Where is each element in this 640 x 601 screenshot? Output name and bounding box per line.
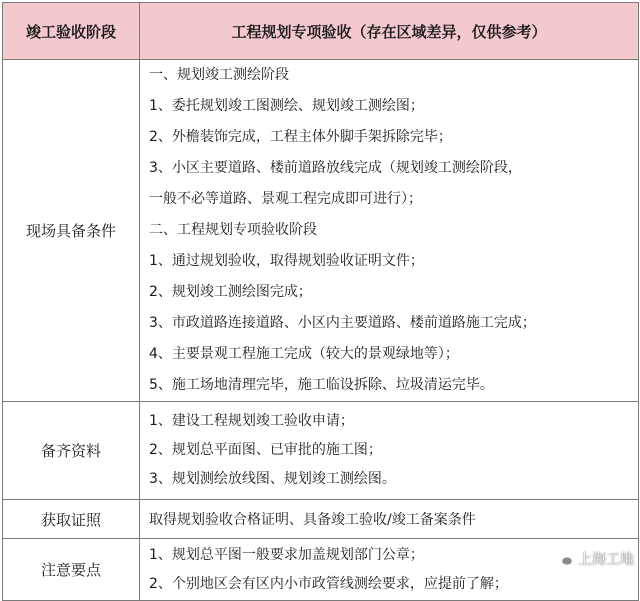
table-header-row — [3, 3, 639, 60]
wechat-icon — [554, 551, 574, 567]
stage-cell: 现场具备条件 — [3, 60, 140, 402]
line: 3、规划测绘放线图、规划竣工测绘图。 — [149, 471, 396, 487]
line: 5、施工场地清理完毕，施工临设拆除、垃圾清运完毕。 — [149, 377, 494, 393]
line: 一、规划竣工测绘阶段 — [149, 67, 289, 83]
header-planning-acceptance: 工程规划专项验收（存在区域差异，仅供参考） — [140, 3, 639, 60]
line: 1、建设工程规划竣工验收申请； — [149, 413, 354, 429]
line: 2、规划总平面图、已审批的施工图； — [149, 442, 382, 458]
content-cell — [140, 402, 639, 500]
line: 1、委托规划竣工图测绘、规划竣工测绘图； — [149, 98, 424, 114]
table-row-site-conditions — [3, 60, 639, 402]
stage-cell: 获取证照 — [3, 500, 140, 539]
table-row-key-points — [3, 539, 639, 601]
line: 3、小区主要道路、楼前道路放线完成（规划竣工测绘阶段， — [149, 160, 522, 176]
line: 3、市政道路连接道路、小区内主要道路、楼前道路施工完成； — [149, 315, 536, 331]
line: 一般不必等道路、景观工程完成即可进行）； — [149, 191, 422, 207]
line: 1、通过规划验收，取得规划验收证明文件； — [149, 253, 424, 269]
content-cell — [140, 539, 639, 601]
line: 2、规划竣工测绘图完成； — [149, 284, 312, 300]
header-stage: 竣工验收阶段 — [3, 3, 140, 60]
watermark-text: 上海工地 — [578, 552, 634, 568]
stage-cell: 注意要点 — [3, 539, 140, 601]
content-cell — [140, 60, 639, 402]
line: 2、外檐装饰完成，工程主体外脚手架拆除完毕； — [149, 129, 452, 145]
content-cell: 取得规划验收合格证明、具备竣工验收/竣工备案条件 — [140, 500, 639, 539]
acceptance-table — [2, 2, 639, 601]
line: 2、个别地区会有区内小市政管线测绘要求，应提前了解； — [149, 575, 508, 592]
table-row-documents — [3, 402, 639, 500]
line: 二、工程规划专项验收阶段 — [149, 222, 317, 238]
line: 1、规划总平图一般要求加盖规划部门公章； — [149, 546, 424, 563]
table-row-certificates — [3, 500, 639, 539]
watermark — [554, 549, 634, 569]
stage-cell: 备齐资料 — [3, 402, 140, 500]
line: 4、主要景观工程施工完成（较大的景观绿地等）； — [149, 346, 459, 362]
